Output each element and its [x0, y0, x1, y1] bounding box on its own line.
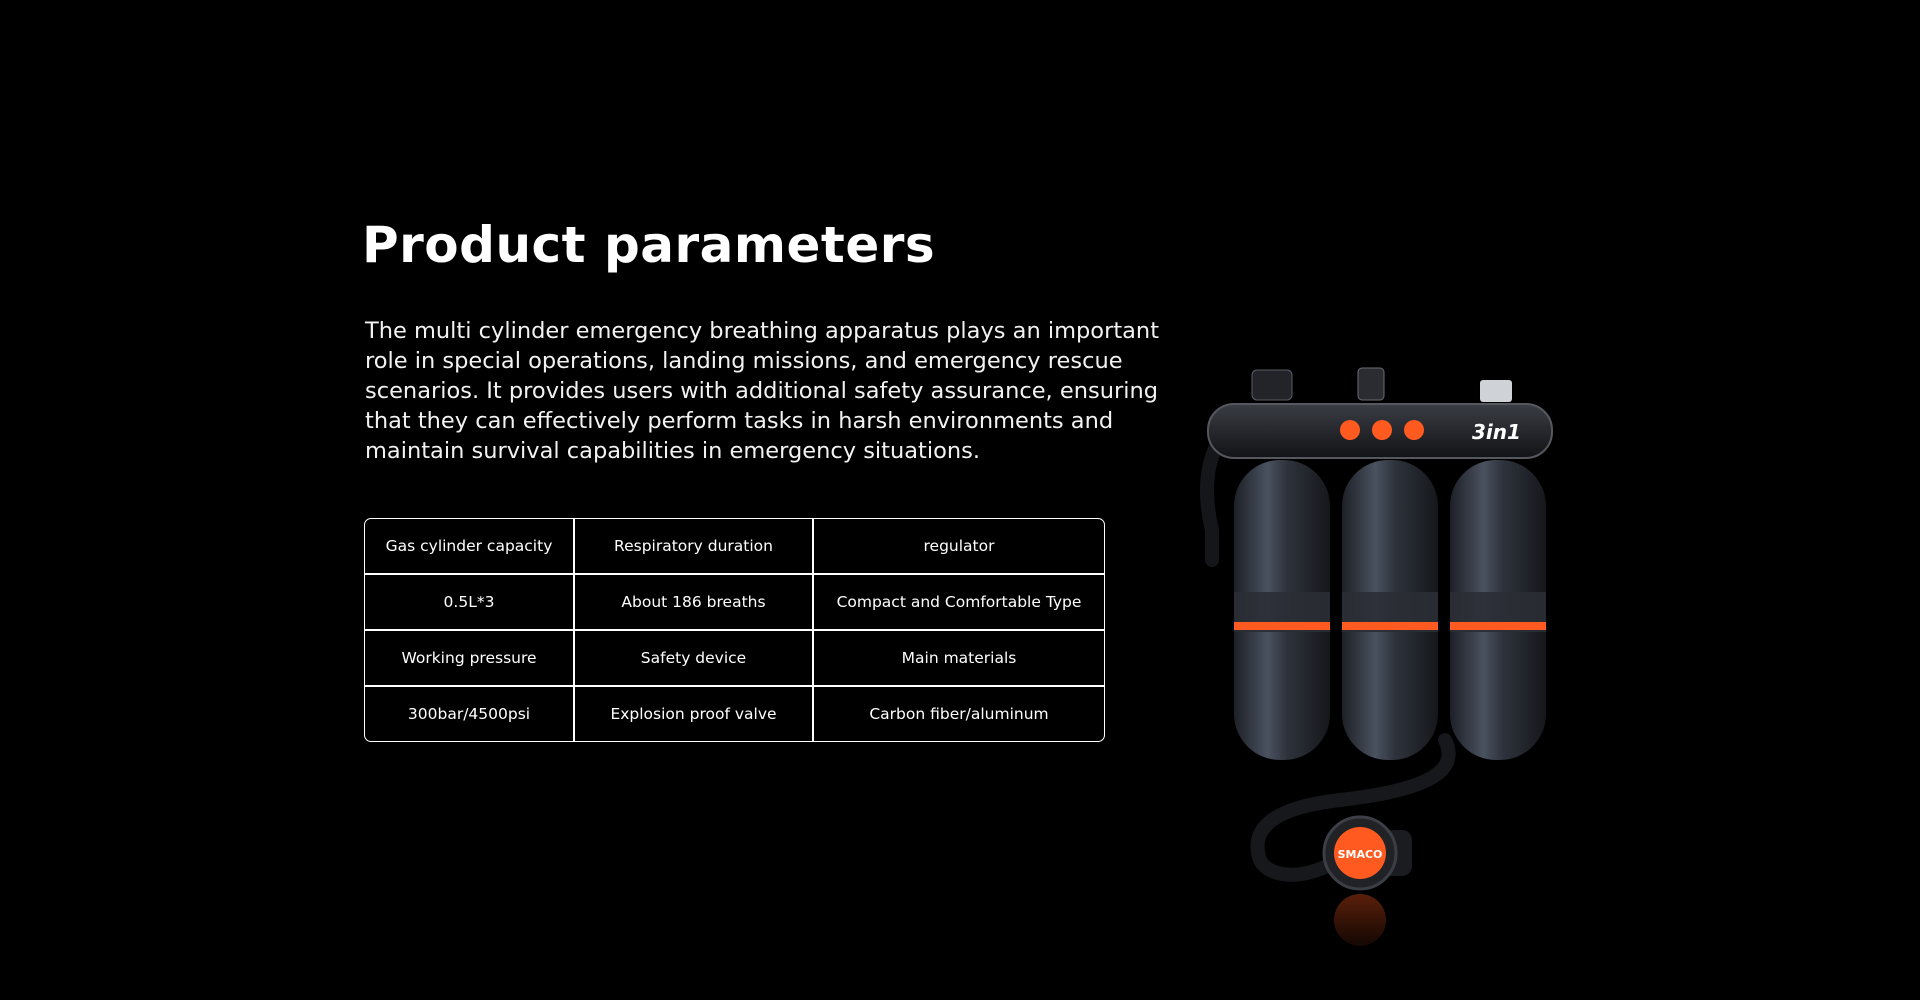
table-cell: Gas cylinder capacity — [365, 519, 575, 575]
table-cell: Main materials — [814, 631, 1104, 687]
regulator-logo: SMACO — [1337, 848, 1383, 861]
table-row — [365, 631, 1104, 687]
manifold — [1208, 368, 1552, 458]
table-row — [365, 687, 1104, 741]
table-cell: Explosion proof valve — [575, 687, 814, 741]
parameters-table — [364, 518, 1105, 742]
cylinder — [1450, 460, 1546, 760]
table-cell: 0.5L*3 — [365, 575, 575, 631]
badge-text: 3in1 — [1472, 420, 1521, 444]
table-cell: 300bar/4500psi — [365, 687, 575, 741]
cylinder — [1234, 460, 1330, 760]
table-cell: Respiratory duration — [575, 519, 814, 575]
cylinder — [1342, 460, 1438, 760]
breathing-apparatus-image — [1190, 360, 1570, 960]
page-title: Product parameters — [362, 216, 936, 274]
table-cell: About 186 breaths — [575, 575, 814, 631]
table-cell: Working pressure — [365, 631, 575, 687]
table-cell: regulator — [814, 519, 1104, 575]
table-row — [365, 575, 1104, 631]
table-cell: Carbon fiber/aluminum — [869, 705, 1049, 723]
table-cell: Compact and Comfortable Type — [814, 575, 1104, 631]
regulator — [1324, 817, 1412, 889]
table-cell: Safety device — [575, 631, 814, 687]
product-description: The multi cylinder emergency breathing apparatus plays an important role in special operations, landing missions, and emergency rescue scenarios. It provides users with additional safety assurance, ensuring that they can effectively perform tasks in harsh environments and maintain survival capabilities in emergency situations. — [365, 318, 1160, 464]
table-row — [365, 519, 1104, 575]
